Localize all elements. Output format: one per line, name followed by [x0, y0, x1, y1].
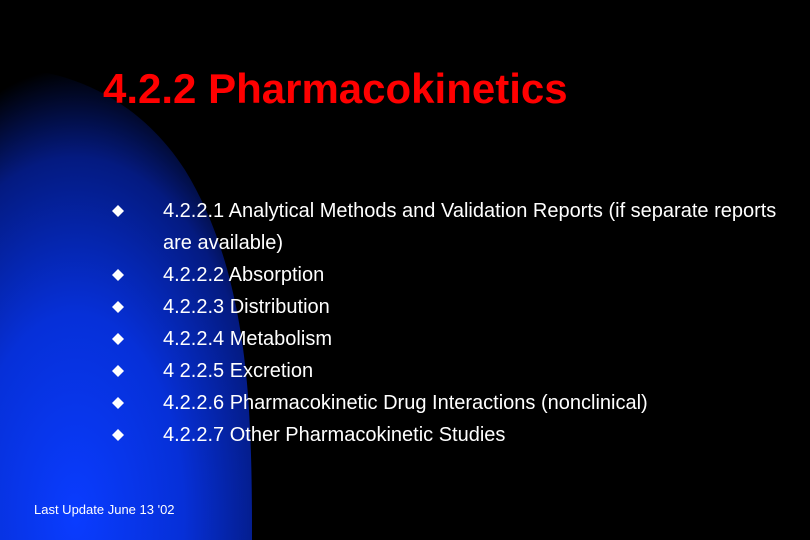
- list-item: [112, 259, 792, 291]
- slide-title: 4.2.2 Pharmacokinetics: [103, 65, 568, 112]
- list-item-text: 4 2.2.5 Excretion: [163, 360, 314, 382]
- list-item-text: 4.2.2.2 Absorption: [163, 264, 325, 286]
- list-item: [112, 387, 792, 419]
- diamond-bullet-icon: [112, 429, 124, 441]
- list-item: [112, 419, 792, 451]
- list-item: [112, 195, 792, 259]
- diamond-bullet-icon: [112, 333, 124, 345]
- list-item-text: 4.2.2.3 Distribution: [163, 296, 330, 318]
- diamond-bullet-icon: [112, 205, 124, 217]
- footer-last-update: Last Update June 13 '02: [34, 502, 175, 517]
- diamond-bullet-icon: [112, 397, 124, 409]
- list-item-text: 4.2.2.7 Other Pharmacokinetic Studies: [163, 424, 506, 446]
- list-item: [112, 323, 792, 355]
- diamond-bullet-icon: [112, 301, 124, 313]
- list-item-text: 4.2.2.1 Analytical Methods and Validation Reports (if separate reports are available): [163, 200, 777, 254]
- diamond-bullet-icon: [112, 269, 124, 281]
- bullet-list: [112, 195, 792, 451]
- list-item-text: 4.2.2.6 Pharmacokinetic Drug Interactions (nonclinical): [163, 392, 648, 414]
- list-item: [112, 355, 792, 387]
- list-item-text: 4.2.2.4 Metabolism: [163, 328, 332, 350]
- list-item: [112, 291, 792, 323]
- diamond-bullet-icon: [112, 365, 124, 377]
